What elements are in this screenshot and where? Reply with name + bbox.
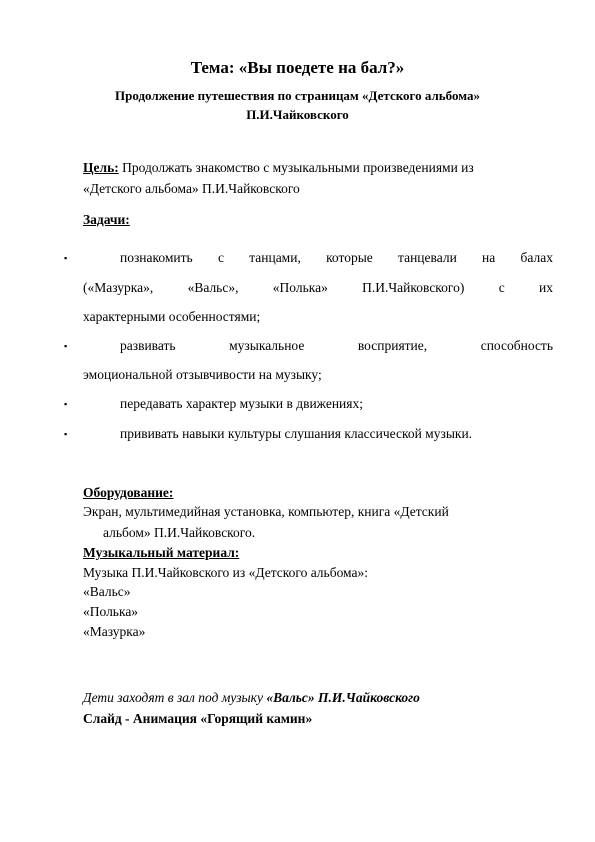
task-4-text: прививать навыки культуры слушания классической музыки.: [120, 426, 473, 441]
bullet-icon: ▪: [64, 253, 68, 263]
bullet-icon: ▪: [64, 341, 68, 351]
equipment-text-1: Экран, мультимедийная установка, компьютер, книга «Детский: [83, 504, 449, 519]
task-3-text: передавать характер музыки в движениях;: [120, 396, 363, 411]
task-2-line-1: развивать музыкальное восприятие, способность: [120, 338, 553, 353]
music-piece-polka: «Полька»: [83, 604, 139, 619]
equipment-label: Оборудование:: [83, 485, 174, 500]
goal-line-1: [83, 160, 474, 176]
action-line: [83, 690, 420, 706]
task-1-line-2: («Мазурка», «Вальс», «Полька» П.И.Чайковского) с их: [83, 280, 553, 295]
action-text: Дети заходят в зал под музыку: [83, 690, 267, 705]
page-subtitle-line-1: Продолжение путешествия по страницам «Детского альбома»: [114, 88, 480, 103]
music-label: Музыкальный материал:: [83, 545, 240, 560]
goal-label: Цель:: [83, 160, 119, 175]
page-subtitle-line-2: П.И.Чайковского: [246, 107, 349, 122]
bullet-icon: ▪: [64, 399, 68, 409]
goal-text-1: Продолжать знакомство с музыкальными произведениями из: [118, 160, 474, 175]
action-music: «Вальс» П.И.Чайковского: [266, 690, 420, 705]
equipment-text-2: альбом» П.И.Чайковского.: [103, 525, 256, 540]
music-piece-mazurka: «Мазурка»: [83, 624, 146, 639]
goal-text-2: «Детского альбома» П.И.Чайковского: [83, 181, 300, 196]
bullet-icon: ▪: [64, 429, 68, 439]
music-piece-waltz: «Вальс»: [83, 584, 131, 599]
page-title: Тема: «Вы поедете на бал?»: [190, 58, 405, 77]
task-2-line-2: эмоциональной отзывчивости на музыку;: [83, 367, 322, 382]
task-1-line-1: познакомить с танцами, которые танцевали на балах: [120, 250, 553, 265]
slide-line: Слайд - Анимация «Горящий камин»: [83, 711, 313, 726]
task-1-line-3: характерными особенностями;: [83, 309, 261, 324]
music-intro: Музыка П.И.Чайковского из «Детского альбома»:: [83, 565, 369, 580]
tasks-label: Задачи:: [83, 212, 130, 227]
